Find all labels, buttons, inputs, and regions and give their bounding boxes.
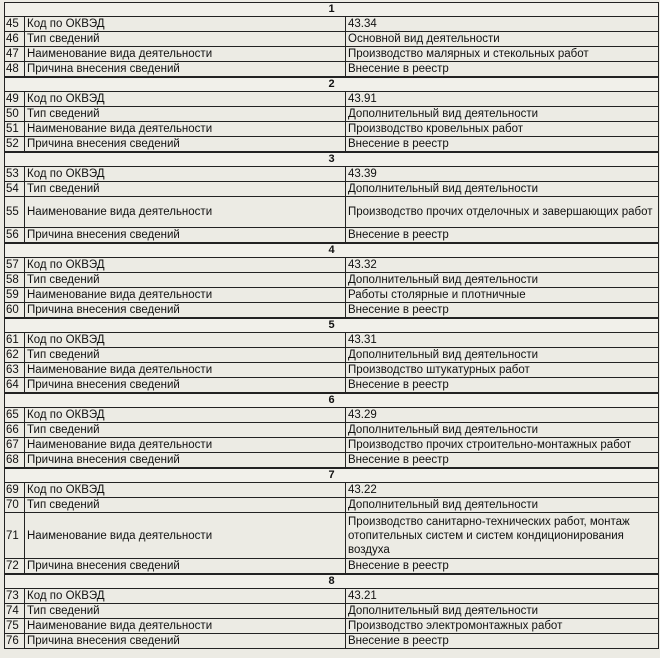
row-label: Тип сведений: [25, 107, 346, 121]
row-number: 56: [5, 228, 25, 242]
table-row: [5, 619, 658, 634]
table-row: [5, 107, 658, 122]
table-row: [5, 513, 658, 559]
row-value: Дополнительный вид деятельности: [348, 183, 539, 195]
table-row: [5, 303, 658, 318]
row-label: Код по ОКВЭД: [25, 408, 346, 422]
row-label: Причина внесения сведений: [25, 303, 346, 317]
row-value: Дополнительный вид деятельности: [348, 349, 539, 361]
row-label: Наименование вида деятельности: [25, 619, 346, 633]
row-number: 50: [5, 107, 25, 121]
table-row: [5, 363, 658, 378]
row-number: 68: [5, 453, 25, 467]
row-number: 47: [5, 47, 25, 61]
row-value: 43.39: [348, 168, 377, 180]
row-label: Код по ОКВЭД: [25, 258, 346, 272]
row-label: Код по ОКВЭД: [25, 167, 346, 181]
row-label: Причина внесения сведений: [25, 378, 346, 392]
section-header: 7: [5, 468, 658, 483]
row-label: Тип сведений: [25, 498, 346, 512]
row-value: 43.22: [348, 484, 377, 496]
table-row: [5, 17, 658, 32]
table-row: [5, 333, 658, 348]
row-label: Наименование вида деятельности: [25, 438, 346, 452]
row-value: Дополнительный вид деятельности: [348, 424, 539, 436]
row-label: Тип сведений: [25, 423, 346, 437]
row-number: 55: [5, 197, 25, 227]
row-value: Внесение в реестр: [348, 304, 449, 316]
row-number: 69: [5, 483, 25, 497]
row-value: Дополнительный вид деятельности: [348, 274, 539, 286]
table-row: [5, 62, 658, 77]
table-row: [5, 228, 658, 243]
row-number: 49: [5, 92, 25, 106]
section-header: 4: [5, 243, 658, 258]
row-label: Наименование вида деятельности: [25, 513, 346, 558]
row-number: 67: [5, 438, 25, 452]
row-number: 48: [5, 62, 25, 76]
table-row: [5, 288, 658, 303]
table-row: [5, 197, 658, 228]
row-label: Причина внесения сведений: [25, 62, 346, 76]
section-header: 5: [5, 318, 658, 333]
table-row: [5, 348, 658, 363]
row-label: Код по ОКВЭД: [25, 589, 346, 603]
row-number: 58: [5, 273, 25, 287]
row-label: Причина внесения сведений: [25, 634, 346, 648]
row-value: Внесение в реестр: [348, 63, 449, 75]
row-number: 70: [5, 498, 25, 512]
row-label: Тип сведений: [25, 604, 346, 618]
row-value: 43.91: [348, 93, 377, 105]
row-value: Внесение в реестр: [348, 635, 449, 647]
table-row: [5, 47, 658, 62]
row-label: Причина внесения сведений: [25, 228, 346, 242]
table-row: [5, 423, 658, 438]
table-row: [5, 137, 658, 152]
row-value: Внесение в реестр: [348, 560, 449, 572]
okved-table: [4, 2, 659, 649]
row-label: Причина внесения сведений: [25, 453, 346, 467]
row-label: Причина внесения сведений: [25, 137, 346, 151]
section-header: 6: [5, 393, 658, 408]
row-label: Код по ОКВЭД: [25, 333, 346, 347]
table-row: [5, 167, 658, 182]
row-label: Наименование вида деятельности: [25, 122, 346, 136]
row-value: Производство прочих строительно-монтажных работ: [348, 439, 632, 451]
row-number: 65: [5, 408, 25, 422]
row-number: 52: [5, 137, 25, 151]
table-row: [5, 182, 658, 197]
table-row: [5, 634, 658, 649]
row-value: Производство малярных и стекольных работ: [348, 48, 589, 60]
row-number: 72: [5, 559, 25, 573]
section-header: 1: [5, 2, 658, 17]
row-number: 74: [5, 604, 25, 618]
row-value: 43.21: [348, 590, 377, 602]
row-number: 63: [5, 363, 25, 377]
row-value: 43.29: [348, 409, 377, 421]
row-label: Тип сведений: [25, 348, 346, 362]
row-number: 62: [5, 348, 25, 362]
row-value: Внесение в реестр: [348, 229, 449, 241]
row-value: 43.31: [348, 334, 377, 346]
table-row: [5, 453, 658, 468]
row-label: Код по ОКВЭД: [25, 92, 346, 106]
row-value: Производство кровельных работ: [348, 123, 524, 135]
row-label: Тип сведений: [25, 273, 346, 287]
table-row: [5, 92, 658, 107]
section-header: 3: [5, 152, 658, 167]
row-number: 59: [5, 288, 25, 302]
row-label: Код по ОКВЭД: [25, 483, 346, 497]
row-number: 76: [5, 634, 25, 648]
row-value: Внесение в реестр: [348, 454, 449, 466]
row-label: Наименование вида деятельности: [25, 288, 346, 302]
row-label: Наименование вида деятельности: [25, 363, 346, 377]
table-row: [5, 498, 658, 513]
table-row: [5, 122, 658, 137]
table-row: [5, 483, 658, 498]
row-value: Внесение в реестр: [348, 379, 449, 391]
row-value: Производство санитарно-технических работ, монтаж отопительных систем и систем кондиционирования воздуха: [348, 515, 630, 556]
row-value: Производство штукатурных работ: [348, 364, 530, 376]
row-value: Внесение в реестр: [348, 138, 449, 150]
row-value: 43.34: [348, 18, 377, 30]
row-number: 53: [5, 167, 25, 181]
table-row: [5, 378, 658, 393]
table-row: [5, 408, 658, 423]
row-number: 75: [5, 619, 25, 633]
table-row: [5, 438, 658, 453]
row-number: 64: [5, 378, 25, 392]
row-label: Код по ОКВЭД: [25, 17, 346, 31]
table-row: [5, 273, 658, 288]
section-header: 8: [5, 574, 658, 589]
row-value: Производство электромонтажных работ: [348, 620, 563, 632]
table-row: [5, 604, 658, 619]
row-number: 54: [5, 182, 25, 196]
row-value: Дополнительный вид деятельности: [348, 108, 539, 120]
row-number: 71: [5, 513, 25, 558]
table-row: [5, 559, 658, 574]
row-number: 57: [5, 258, 25, 272]
row-label: Наименование вида деятельности: [25, 47, 346, 61]
row-label: Тип сведений: [25, 182, 346, 196]
table-row: [5, 32, 658, 47]
row-label: Тип сведений: [25, 32, 346, 46]
row-number: 51: [5, 122, 25, 136]
table-row: [5, 258, 658, 273]
row-value: Основной вид деятельности: [348, 33, 500, 45]
row-number: 61: [5, 333, 25, 347]
row-value: Работы столярные и плотничные: [348, 289, 526, 301]
table-row: [5, 589, 658, 604]
row-number: 66: [5, 423, 25, 437]
row-number: 45: [5, 17, 25, 31]
row-value: Дополнительный вид деятельности: [348, 605, 539, 617]
row-label: Причина внесения сведений: [25, 559, 346, 573]
row-number: 46: [5, 32, 25, 46]
row-label: Наименование вида деятельности: [25, 197, 346, 227]
row-value: 43.32: [348, 259, 377, 271]
row-number: 73: [5, 589, 25, 603]
row-value: Производство прочих отделочных и завершающих работ: [348, 206, 653, 218]
row-number: 60: [5, 303, 25, 317]
row-value: Дополнительный вид деятельности: [348, 499, 539, 511]
section-header: 2: [5, 77, 658, 92]
